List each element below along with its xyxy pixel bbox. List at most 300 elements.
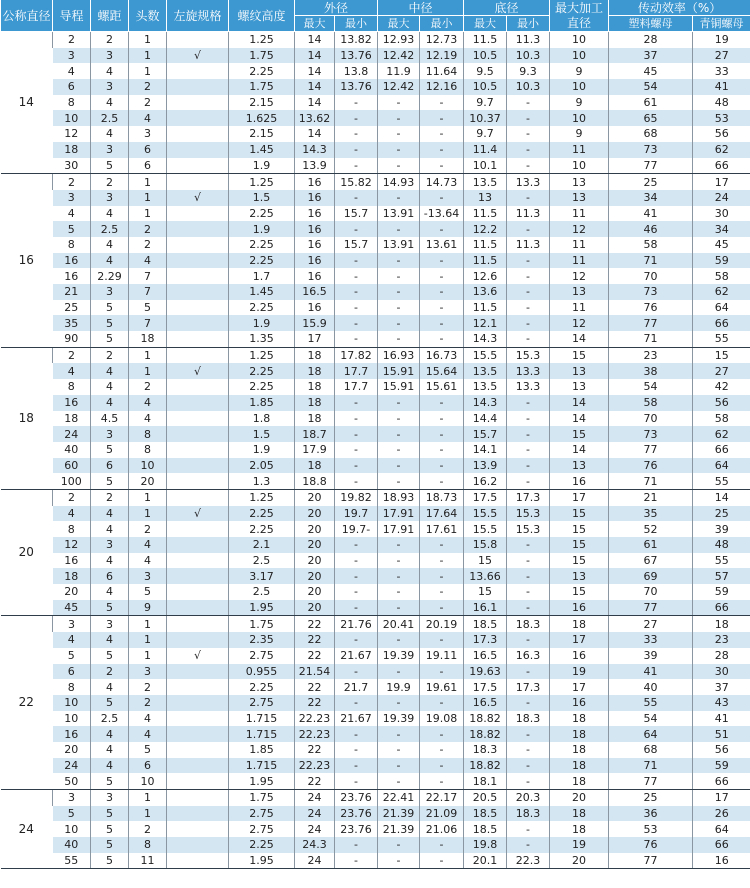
root-max-cell: 11.4 (464, 142, 507, 158)
table-row (1, 442, 750, 458)
lead-cell: 3 (53, 790, 91, 806)
pitch-min-cell: - (420, 726, 464, 742)
bronze-eff-cell: 39 (693, 521, 750, 537)
table-row (1, 600, 750, 616)
lead-cell: 16 (53, 253, 91, 269)
pitch-max-cell: - (378, 742, 420, 758)
root-max-cell: 9.5 (464, 63, 507, 79)
max-machining-cell: 14 (550, 411, 609, 427)
pitch-cell: 2.5 (91, 110, 129, 126)
table-row (1, 695, 750, 711)
thread-height-cell: 1.95 (229, 853, 295, 869)
left-hand-cell (167, 600, 229, 616)
root-max-cell: 18.5 (464, 806, 507, 822)
pitch-min-cell: - (420, 853, 464, 869)
root-max-cell: 14.3 (464, 331, 507, 347)
starts-cell: 4 (129, 411, 167, 427)
max-machining-cell: 13 (550, 379, 609, 395)
plastic-eff-cell: 73 (609, 426, 693, 442)
outer-max-cell: 16 (295, 221, 335, 237)
bronze-eff-cell: 15 (693, 347, 750, 363)
pitch-max-cell: - (378, 442, 420, 458)
table-row (1, 190, 750, 206)
pitch-max-cell: - (378, 110, 420, 126)
lead-cell: 4 (53, 632, 91, 648)
header-plastic-nut: 塑料螺母 (609, 16, 693, 32)
thread-height-cell: 2.75 (229, 648, 295, 664)
outer-max-cell: 22 (295, 773, 335, 789)
pitch-max-cell: - (378, 331, 420, 347)
root-max-cell: 10.37 (464, 110, 507, 126)
pitch-max-cell: - (378, 632, 420, 648)
root-max-cell: 13.5 (464, 379, 507, 395)
starts-cell: 5 (129, 742, 167, 758)
pitch-min-cell: 11.64 (420, 63, 464, 79)
root-min-cell: - (507, 473, 550, 489)
max-machining-cell: 14 (550, 331, 609, 347)
header-root-max: 最大 (464, 16, 507, 32)
starts-cell: 7 (129, 315, 167, 331)
thread-height-cell: 1.3 (229, 473, 295, 489)
outer-min-cell: 13.82 (335, 32, 378, 48)
left-hand-cell (167, 347, 229, 363)
thread-height-cell: 1.9 (229, 442, 295, 458)
outer-max-cell: 18 (295, 411, 335, 427)
pitch-max-cell: - (378, 284, 420, 300)
bronze-eff-cell: 18 (693, 616, 750, 632)
max-machining-cell: 10 (550, 79, 609, 95)
bronze-eff-cell: 30 (693, 664, 750, 680)
pitch-min-cell: - (420, 268, 464, 284)
left-hand-cell (167, 174, 229, 190)
table-row (1, 110, 750, 126)
thread-height-cell: 2.15 (229, 95, 295, 111)
pitch-cell: 4 (91, 253, 129, 269)
pitch-cell: 3 (91, 142, 129, 158)
root-max-cell: 12.6 (464, 268, 507, 284)
starts-cell: 1 (129, 206, 167, 222)
table-row (1, 773, 750, 789)
pitch-cell: 4 (91, 758, 129, 774)
lead-cell: 6 (53, 664, 91, 680)
starts-cell: 1 (129, 616, 167, 632)
plastic-eff-cell: 25 (609, 790, 693, 806)
left-hand-cell (167, 664, 229, 680)
outer-min-cell: - (335, 395, 378, 411)
root-min-cell: 17.3 (507, 489, 550, 505)
root-min-cell: - (507, 773, 550, 789)
bronze-eff-cell: 66 (693, 315, 750, 331)
starts-cell: 20 (129, 473, 167, 489)
root-max-cell: 12.2 (464, 221, 507, 237)
root-max-cell: 13.5 (464, 363, 507, 379)
outer-max-cell: 20 (295, 600, 335, 616)
max-machining-cell: 12 (550, 221, 609, 237)
header-root-diameter: 底径 (464, 0, 550, 16)
root-min-cell: 15.3 (507, 506, 550, 522)
plastic-eff-cell: 45 (609, 63, 693, 79)
pitch-max-cell: 13.91 (378, 206, 420, 222)
lead-cell: 5 (67, 649, 75, 663)
root-max-cell: 19.8 (464, 837, 507, 853)
bronze-eff-cell: 25 (693, 506, 750, 522)
starts-cell: 7 (129, 284, 167, 300)
left-hand-cell (167, 63, 229, 79)
lead-cell: 12 (64, 127, 79, 141)
bronze-eff-cell: 30 (693, 206, 750, 222)
outer-max-cell: 20 (295, 521, 335, 537)
table-row (1, 363, 750, 379)
left-hand-cell (167, 315, 229, 331)
outer-min-cell: - (335, 190, 378, 206)
max-machining-cell: 18 (550, 616, 609, 632)
starts-cell: 8 (129, 442, 167, 458)
root-min-cell: 18.3 (507, 616, 550, 632)
thread-height-cell: 1.35 (229, 331, 295, 347)
starts-cell: 6 (129, 142, 167, 158)
root-min-cell: - (507, 632, 550, 648)
outer-min-cell: - (335, 853, 378, 869)
pitch-max-cell: 19.39 (378, 648, 420, 664)
pitch-cell: 5 (91, 442, 129, 458)
pitch-cell: 5 (91, 806, 129, 822)
max-machining-cell: 18 (550, 821, 609, 837)
pitch-cell: 5 (91, 600, 129, 616)
lead-cell: 16 (53, 395, 91, 411)
bronze-eff-cell: 33 (693, 63, 750, 79)
pitch-min-cell: - (420, 331, 464, 347)
table-row (1, 584, 750, 600)
pitch-cell: 5 (91, 821, 129, 837)
plastic-eff-cell: 71 (609, 758, 693, 774)
pitch-min-cell: - (420, 632, 464, 648)
lead-cell: 21 (53, 284, 91, 300)
left-hand-cell (167, 711, 229, 727)
outer-min-cell: - (335, 142, 378, 158)
outer-min-cell: - (335, 773, 378, 789)
outer-min-cell: - (335, 268, 378, 284)
pitch-cell: 2 (91, 489, 129, 505)
pitch-cell: 3 (91, 426, 129, 442)
max-machining-cell: 18 (550, 758, 609, 774)
starts-cell: 4 (129, 537, 167, 553)
lead-cell: 10 (64, 711, 79, 725)
table-row (1, 347, 750, 363)
outer-max-cell: 20 (295, 553, 335, 569)
root-max-cell: 18.82 (464, 758, 507, 774)
left-hand-cell (167, 821, 229, 837)
starts-cell: 1 (129, 174, 167, 190)
outer-min-cell: - (335, 695, 378, 711)
plastic-eff-cell: 58 (609, 237, 693, 253)
pitch-cell: 5 (91, 648, 129, 664)
root-min-cell: - (507, 553, 550, 569)
table-row (1, 758, 750, 774)
root-min-cell: - (507, 126, 550, 142)
lead-cell: 8 (67, 96, 75, 110)
thread-height-cell: 1.8 (229, 411, 295, 427)
table-row (1, 853, 750, 869)
table-row (1, 537, 750, 553)
plastic-eff-cell: 64 (609, 726, 693, 742)
plastic-eff-cell: 41 (609, 206, 693, 222)
starts-cell: 6 (129, 158, 167, 174)
starts-cell: 4 (129, 395, 167, 411)
pitch-cell: 3 (91, 790, 129, 806)
plastic-eff-cell: 70 (609, 268, 693, 284)
outer-max-cell: 16.5 (295, 284, 335, 300)
outer-max-cell: 16 (295, 237, 335, 253)
bronze-eff-cell: 58 (693, 268, 750, 284)
pitch-cell: 2 (91, 664, 129, 680)
table-row (1, 174, 750, 190)
root-max-cell: 18.3 (464, 742, 507, 758)
max-machining-cell: 15 (550, 537, 609, 553)
outer-max-cell: 18 (295, 395, 335, 411)
outer-min-cell: - (335, 221, 378, 237)
root-max-cell: 11.5 (464, 206, 507, 222)
bronze-eff-cell: 42 (693, 379, 750, 395)
outer-max-cell: 24 (295, 853, 335, 869)
starts-cell: 1 (129, 632, 167, 648)
outer-min-cell: - (335, 553, 378, 569)
starts-cell: 6 (129, 758, 167, 774)
outer-min-cell: 15.82 (335, 174, 378, 190)
plastic-eff-cell: 25 (609, 174, 693, 190)
plastic-eff-cell: 23 (609, 347, 693, 363)
max-machining-cell: 10 (550, 32, 609, 48)
root-max-cell: 11.5 (464, 32, 507, 48)
root-min-cell: - (507, 190, 550, 206)
pitch-max-cell: 22.41 (378, 790, 420, 806)
max-machining-cell: 11 (550, 206, 609, 222)
starts-cell: 1 (129, 48, 167, 64)
left-hand-cell (167, 489, 229, 505)
outer-min-cell: - (335, 95, 378, 111)
max-machining-cell: 14 (550, 442, 609, 458)
table-row (1, 521, 750, 537)
bronze-eff-cell: 34 (693, 221, 750, 237)
header-pitch-max: 最大 (378, 16, 420, 32)
starts-cell: 2 (129, 95, 167, 111)
root-max-cell: 18.82 (464, 726, 507, 742)
bronze-eff-cell: 62 (693, 284, 750, 300)
bronze-eff-cell: 64 (693, 821, 750, 837)
left-hand-cell (167, 742, 229, 758)
plastic-eff-cell: 76 (609, 300, 693, 316)
root-max-cell: 13.9 (464, 458, 507, 474)
table-row (1, 158, 750, 174)
thread-height-cell: 2.05 (229, 458, 295, 474)
outer-max-cell: 24 (295, 806, 335, 822)
pitch-min-cell: 17.61 (420, 521, 464, 537)
table-row (1, 426, 750, 442)
root-max-cell: 16.5 (464, 648, 507, 664)
plastic-eff-cell: 68 (609, 742, 693, 758)
root-min-cell: - (507, 411, 550, 427)
max-machining-cell: 19 (550, 837, 609, 853)
pitch-max-cell: 11.9 (378, 63, 420, 79)
nominal-diameter-cell: 20 (1, 489, 53, 616)
lead-cell: 2 (53, 32, 91, 48)
lead-cell: 55 (53, 853, 91, 869)
thread-height-cell: 2.25 (229, 837, 295, 853)
outer-min-cell: - (335, 742, 378, 758)
outer-max-cell: 14 (295, 126, 335, 142)
table-row (1, 395, 750, 411)
table-row (1, 95, 750, 111)
max-machining-cell: 11 (550, 253, 609, 269)
plastic-eff-cell: 71 (609, 253, 693, 269)
outer-max-cell: 22.23 (295, 726, 335, 742)
nominal-diameter-cell: 24 (1, 790, 53, 869)
bronze-eff-cell: 66 (693, 158, 750, 174)
max-machining-cell: 15 (550, 347, 609, 363)
starts-cell: 2 (129, 379, 167, 395)
plastic-eff-cell: 35 (609, 506, 693, 522)
starts-cell: 2 (129, 237, 167, 253)
root-min-cell: - (507, 664, 550, 680)
root-min-cell: - (507, 821, 550, 837)
starts-cell: 1 (129, 489, 167, 505)
starts-cell: 8 (129, 837, 167, 853)
left-hand-cell (167, 837, 229, 853)
table-row (1, 821, 750, 837)
plastic-eff-cell: 65 (609, 110, 693, 126)
plastic-eff-cell: 77 (609, 158, 693, 174)
root-max-cell: 9.7 (464, 126, 507, 142)
outer-max-cell: 16 (295, 253, 335, 269)
header-pitch: 螺距 (91, 0, 129, 32)
thread-height-cell: 1.25 (229, 347, 295, 363)
pitch-max-cell: - (378, 758, 420, 774)
max-machining-cell: 17 (550, 679, 609, 695)
starts-cell: 1 (129, 506, 167, 522)
thread-height-cell: 1.9 (229, 315, 295, 331)
table-row (1, 473, 750, 489)
left-hand-cell (167, 726, 229, 742)
bronze-eff-cell: 66 (693, 600, 750, 616)
outer-max-cell: 13.9 (295, 158, 335, 174)
bronze-eff-cell: 19 (693, 32, 750, 48)
pitch-max-cell: - (378, 553, 420, 569)
plastic-eff-cell: 37 (609, 48, 693, 64)
root-max-cell: 12.1 (464, 315, 507, 331)
outer-max-cell: 17.9 (295, 442, 335, 458)
plastic-eff-cell: 61 (609, 95, 693, 111)
root-max-cell: 18.82 (464, 711, 507, 727)
outer-min-cell: - (335, 253, 378, 269)
outer-min-cell: - (335, 473, 378, 489)
thread-height-cell: 1.625 (229, 110, 295, 126)
thread-height-cell: 1.715 (229, 758, 295, 774)
lead-cell: 8 (67, 380, 75, 394)
pitch-min-cell: - (420, 553, 464, 569)
plastic-eff-cell: 53 (609, 821, 693, 837)
max-machining-cell: 10 (550, 48, 609, 64)
pitch-cell: 4 (91, 742, 129, 758)
root-max-cell: 14.4 (464, 411, 507, 427)
pitch-max-cell: - (378, 837, 420, 853)
outer-min-cell: - (335, 442, 378, 458)
bronze-eff-cell: 62 (693, 142, 750, 158)
header-efficiency: 传动效率（%） (609, 0, 750, 16)
bronze-eff-cell: 45 (693, 237, 750, 253)
table-row (1, 331, 750, 347)
lead-cell: 25 (64, 301, 79, 315)
pitch-cell: 2.5 (91, 711, 129, 727)
outer-max-cell: 24 (295, 790, 335, 806)
header-outer-diameter: 外径 (295, 0, 378, 16)
pitch-min-cell: - (420, 442, 464, 458)
lead-cell: 10 (64, 822, 79, 836)
thread-height-cell: 2.25 (229, 206, 295, 222)
lead-cell: 10 (53, 110, 91, 126)
thread-height-cell: 2.5 (229, 553, 295, 569)
table-row (1, 742, 750, 758)
outer-min-cell: 23.76 (335, 790, 378, 806)
thread-height-cell: 1.75 (229, 79, 295, 95)
root-min-cell: - (507, 331, 550, 347)
lead-cell: 50 (53, 773, 91, 789)
bronze-eff-cell: 24 (693, 190, 750, 206)
bronze-eff-cell: 59 (693, 758, 750, 774)
max-machining-cell: 15 (550, 521, 609, 537)
lead-cell: 45 (53, 600, 91, 616)
outer-max-cell: 14.3 (295, 142, 335, 158)
starts-cell: 8 (129, 426, 167, 442)
max-machining-cell: 17 (550, 632, 609, 648)
outer-max-cell: 20 (295, 568, 335, 584)
lead-cell: 4 (53, 363, 91, 379)
pitch-min-cell: 21.09 (420, 806, 464, 822)
root-max-cell: 15 (464, 584, 507, 600)
thread-height-cell: 2.35 (229, 632, 295, 648)
pitch-min-cell: 12.73 (420, 32, 464, 48)
outer-min-cell: 13.76 (335, 48, 378, 64)
max-machining-cell: 18 (550, 773, 609, 789)
outer-max-cell: 16 (295, 206, 335, 222)
max-machining-cell: 18 (550, 806, 609, 822)
root-min-cell: 10.3 (507, 48, 550, 64)
thread-height-cell: 1.85 (229, 395, 295, 411)
max-machining-cell: 13 (550, 174, 609, 190)
left-hand-cell (167, 537, 229, 553)
root-max-cell: 9.7 (464, 95, 507, 111)
pitch-min-cell: - (420, 126, 464, 142)
thread-height-cell: 2.25 (229, 379, 295, 395)
bronze-eff-cell: 56 (693, 395, 750, 411)
outer-min-cell: - (335, 568, 378, 584)
pitch-min-cell: - (420, 395, 464, 411)
plastic-eff-cell: 70 (609, 411, 693, 427)
header-bronze-nut: 青铜螺母 (693, 16, 750, 32)
root-max-cell: 11.5 (464, 253, 507, 269)
root-max-cell: 15.5 (464, 521, 507, 537)
outer-min-cell: - (335, 315, 378, 331)
starts-cell: 7 (129, 268, 167, 284)
outer-min-cell: 21.67 (335, 648, 378, 664)
pitch-cell: 6 (91, 458, 129, 474)
pitch-max-cell: - (378, 268, 420, 284)
outer-max-cell: 16 (295, 174, 335, 190)
outer-min-cell: - (335, 726, 378, 742)
bronze-eff-cell: 66 (693, 773, 750, 789)
pitch-cell: 4 (91, 95, 129, 111)
left-hand-cell (167, 253, 229, 269)
root-max-cell: 19.63 (464, 664, 507, 680)
root-min-cell: 18.3 (507, 806, 550, 822)
